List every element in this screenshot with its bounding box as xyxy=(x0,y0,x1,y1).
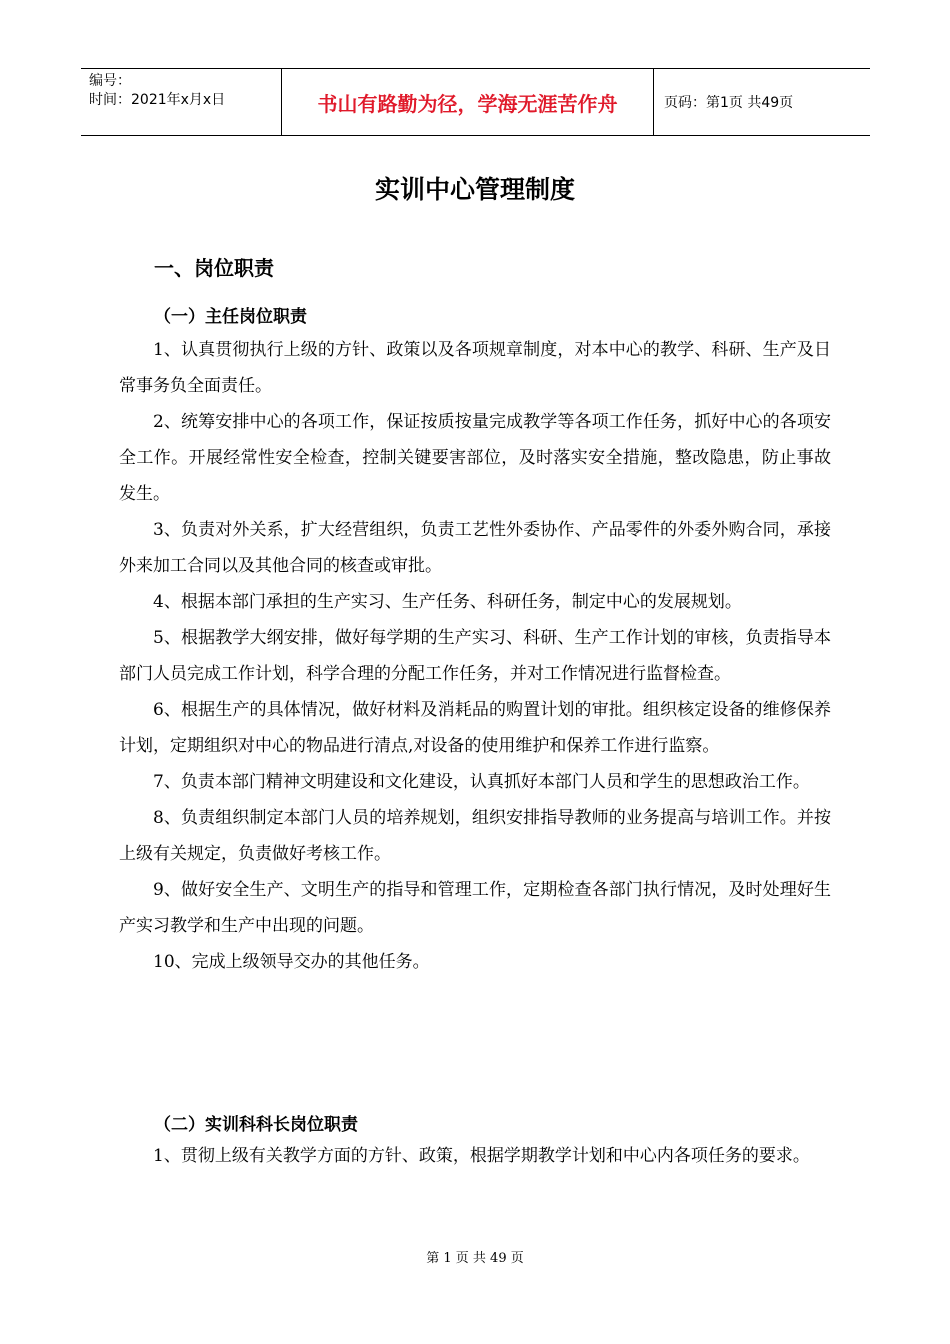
document-title: 实训中心管理制度 xyxy=(374,175,575,204)
section-heading-1: 一、岗位职责 xyxy=(154,256,274,280)
paragraph: 7、负责本部门精神文明建设和文化建设，认真抓好本部门人员和学生的思想政治工作。 xyxy=(153,772,810,792)
paragraph: 4、根据本部门承担的生产实习、生产任务、科研任务，制定中心的发展规划。 xyxy=(153,592,742,612)
header-page-info: 页码：第1页 共49页 xyxy=(664,95,794,111)
paragraph: 3、负责对外关系，扩大经营组织，负责工艺性外委协作、产品零件的外委外购合同，承接外来加工合同以及其他合同的核查或审批。 xyxy=(119,520,831,576)
section2-body xyxy=(119,1138,831,1174)
page-footer: 第 1 页 共 49 页 xyxy=(426,1251,524,1266)
header-table xyxy=(81,68,870,136)
paragraph: 6、根据生产的具体情况，做好材料及消耗品的购置计划的审批。组织核定设备的维修保养计划，定期组织对中心的物品进行清点,对设备的使用维护和保养工作进行监察。 xyxy=(119,700,831,756)
paragraph: 1、贯彻上级有关教学方面的方针、政策，根据学期教学计划和中心内各项任务的要求。 xyxy=(153,1146,810,1166)
section1-body xyxy=(119,332,831,980)
paragraph: 10、完成上级领导交办的其他任务。 xyxy=(153,952,430,972)
paragraph: 1、认真贯彻执行上级的方针、政策以及各项规章制度，对本中心的教学、科研、生产及日常事务负全面责任。 xyxy=(119,340,831,396)
subsection-heading-2: （二）实训科科长岗位职责 xyxy=(154,1115,358,1135)
paragraph: 8、负责组织制定本部门人员的培养规划，组织安排指导教师的业务提高与培训工作。并按上级有关规定，负责做好考核工作。 xyxy=(119,808,831,864)
paragraph: 2、统筹安排中心的各项工作，保证按质按量完成教学等各项工作任务，抓好中心的各项安全工作。开展经常性安全检查，控制关键要害部位，及时落实安全措施，整改隐患，防止事故发生。 xyxy=(119,412,831,504)
header-meta-cell xyxy=(81,69,282,135)
subsection-heading-1: （一）主任岗位职责 xyxy=(154,307,307,327)
paragraph: 5、根据教学大纲安排，做好每学期的生产实习、科研、生产工作计划的审核，负责指导本部门人员完成工作计划，科学合理的分配工作任务，并对工作情况进行监督检查。 xyxy=(119,628,831,684)
header-motto: 书山有路勤为径，学海无涯苦作舟 xyxy=(282,69,654,135)
number-label: 编号： xyxy=(89,73,131,89)
paragraph: 9、做好安全生产、文明生产的指导和管理工作，定期检查各部门执行情况，及时处理好生产实习教学和生产中出现的问题。 xyxy=(119,880,831,936)
time-label: 时间：2021年x月x日 xyxy=(89,92,226,108)
